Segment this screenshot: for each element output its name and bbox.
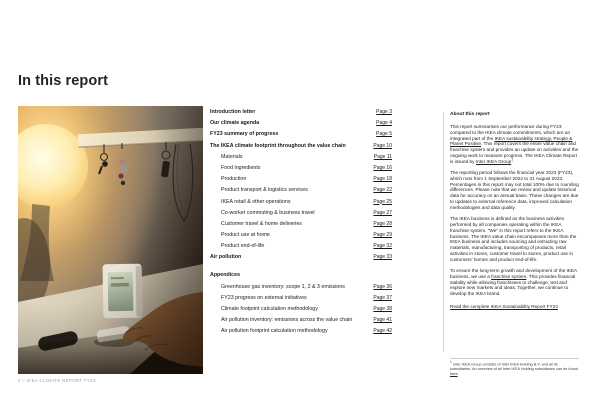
toc-row [210,143,392,150]
toc-item-label: Appendices [210,272,241,279]
table-of-contents [210,109,392,340]
toc-row [210,154,392,161]
report-link-row [450,304,579,310]
toc-item-label: Product use at home [221,232,270,239]
toc-row [210,272,392,279]
about-paragraph [450,268,579,297]
toc-page-link[interactable]: Page 22 [373,187,392,194]
toc-page-link[interactable]: Page 27 [373,209,392,216]
photo-illustration [18,106,203,374]
footnote [450,362,579,376]
inline-link[interactable]: franchise system [491,273,527,279]
inline-link[interactable]: here [450,371,458,376]
toc-page-link[interactable]: Page 4 [376,120,392,127]
toc-page-link[interactable]: Page 32 [373,243,392,250]
toc-row [210,243,392,250]
paragraph-text: . [457,371,459,376]
about-paragraphs [450,124,579,297]
toc-row [210,306,392,313]
paragraph-text: . [513,158,515,164]
toc-row [210,284,392,291]
toc-row [210,120,392,127]
toc-item-label: Co-worker commuting & business travel [221,209,315,216]
footnote-ref: 1 [511,157,514,162]
about-paragraph [450,170,579,211]
lifestyle-photo [18,106,203,374]
toc-row [210,199,392,206]
toc-page-link[interactable]: Page 16 [373,164,392,171]
toc-row [210,254,392,261]
toc-page-link[interactable]: Page 37 [373,294,392,301]
toc-item-label: IKEA retail & other operations [221,198,291,205]
toc-page-link[interactable]: Page 11 [373,153,392,160]
paragraph-text: The IKEA business is defined as the business activities performed by all companies operating within the IKEA franchise system. "We" in this report refers to the IKEA business. The IKEA value chain encompasses more than the IKEA business and includes sourcing and extracting raw materials, manufacturing, transporting of products, retail activities in stores, customer travel to stores, product use in customers' homes and product end-of-life. [450,216,577,262]
toc-item-label: Climate footprint calculation methodology [221,306,318,312]
about-heading: About this report [450,112,490,117]
about-section [450,112,579,376]
toc-page-link[interactable]: Page 41 [373,317,392,324]
toc-page-link[interactable]: Page 42 [373,328,392,335]
toc-row [210,317,392,324]
toc-item-label: Production [221,176,247,183]
paragraph-text: This report summarises our performance during FY23 compared to the IKEA climate commitments, which are an integrated part of the [450,124,571,141]
toc-page-link[interactable]: Page 36 [373,283,392,290]
toc-item-label: Food ingredients [221,164,261,171]
about-paragraph [450,216,579,262]
toc-page-link[interactable]: Page 28 [373,220,392,227]
toc-item-label: Air pollution inventory: emissions across the value chain [221,317,353,324]
toc-row [210,109,392,116]
toc-row [210,131,392,138]
toc-page-link[interactable]: Page 18 [373,176,392,183]
toc-item-label: Product transport & logistics services [221,187,308,194]
page-title: In this report [18,73,109,89]
toc-item-label: Greenhouse gas inventory: scope 1, 2 & 3 emissions [221,283,345,290]
toc-page-link[interactable]: Page 25 [373,198,392,205]
footnote-divider [450,358,579,359]
page-footer: 2 – IKEA CLIMATE REPORT FY23 [18,378,96,383]
toc-item-label: Materials [221,153,243,160]
toc-page-link[interactable]: Page 5 [376,131,392,138]
paragraph-text: To ensure the long-term growth and development of the IKEA business, we use a [450,268,577,279]
footnote-ref: 1 [450,360,452,364]
toc-page-link[interactable]: Page 29 [373,232,392,239]
toc-page-link[interactable]: Page 10 [373,142,392,149]
toc-row [210,210,392,217]
photo-vignette [18,106,203,374]
toc-row [210,221,392,228]
toc-page-link[interactable]: Page 33 [373,254,392,261]
toc-item-label: FY23 progress on external initiatives [221,294,307,301]
toc-row [210,295,392,302]
toc-row [210,165,392,172]
toc-item-label: Our climate agenda [210,120,260,127]
toc-item-label: The IKEA climate footprint throughout the value chain [210,142,346,149]
toc-row [210,232,392,239]
toc-page-link[interactable]: Page 3 [376,109,392,115]
toc-item-label: FY23 summary of progress [210,131,279,138]
inline-link[interactable]: IKEA sustainability strategy, People & Planet Positive [450,135,573,147]
paragraph-text: . This provides financial stability while allowing franchisees to challenge, test and explore new markets and ideas. Together, we continue to develop the IKEA brand. [450,273,576,297]
toc-item-label: Air pollution [210,254,242,261]
paragraph-text: Inter IKEA Group consists of Inter IKEA Holding B.V. and all its subsidiaries. An overview of all Inter IKEA Holding subsidiaries can be found [450,362,578,371]
paragraph-text: . This report covers the entire value chain and franchise system and provides an update on activities and the ongoing work to measure progress. The IKEA Climate Report is issued by [450,141,579,164]
toc-item-label: Air pollution footprint calculation methodology [221,328,328,335]
sustainability-report-link[interactable]: Read the complete IKEA Sustainability Report FY23 [450,304,558,310]
about-paragraph [450,124,579,165]
toc-row [210,176,392,183]
paragraph-text: The reporting period follows the financial year 2023 (FY23), which runs from 1 September 2022 to 31 August 2023. Percentages in this report may not total 100% due to rounding differences. Please note that we review and update historical data for accuracy on an annual basis. These changes are due to updates to external reference data, improved calculation methodologies and data quality. [450,170,579,210]
toc-item-label: Customer travel & home deliveries [221,220,302,227]
toc-row [210,328,392,335]
toc-row [210,187,392,194]
toc-page-link[interactable]: Page 38 [373,306,392,312]
toc-item-label: Product end-of-life [221,243,265,250]
inline-link[interactable]: Inter IKEA Group [475,158,512,164]
toc-item-label: Introduction letter [210,109,256,115]
vertical-divider [443,112,444,352]
